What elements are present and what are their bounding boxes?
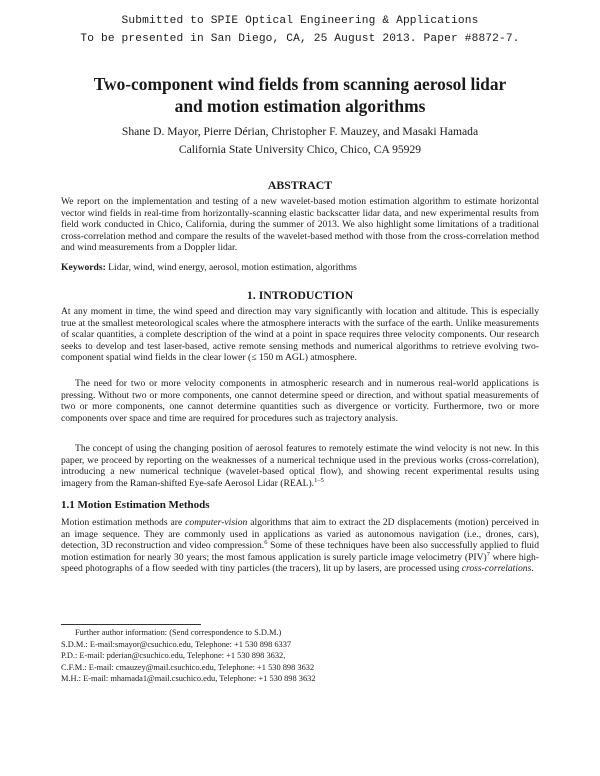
keywords-list: Lidar, wind, wind energy, aerosol, motion estimation, algorithms <box>108 262 357 273</box>
citation-7: 7 <box>486 550 490 558</box>
intro-paragraph-2: The need for two or more velocity components in atmospheric research and in numerous real-world applications is pressing. Without two or more components, one cannot determine speed or direction, and without spatial measurements of two or more components, one cannot determine quantities such as divergence or vorticity. Furthermore, two or more components over space and time are required for procedures such as trajectory analysis. <box>61 378 539 424</box>
keywords-line <box>61 262 539 274</box>
footnote-line-2: S.D.M.: E-mail:smayor@csuchico.edu, Telephone: +1 530 898 6337 <box>61 639 292 649</box>
paper-title <box>40 73 560 117</box>
motion-text-emphasis-1: computer-vision <box>185 517 248 528</box>
submission-notice <box>0 12 600 48</box>
motion-text-emphasis-2: cross-correlations <box>461 563 532 575</box>
intro-paragraph-3 <box>61 443 539 489</box>
motion-text-1: Motion estimation methods are <box>61 517 186 528</box>
footnotes <box>61 627 539 685</box>
intro-paragraph-3-text: The concept of using the changing position of aerosol features to remotely estimate the wind velocity is not new. In this paper, we proceed by reporting on the weaknesses of a numerical technique used in the previous works (cross-correlation), introducing a new numerical technique (wavelet-based optical flow), and showing recent experimental results using imagery from the Raman-shifted Eye-safe Aerosol Lidar (REAL). <box>61 443 539 489</box>
footnote-line-3: P.D.: E-mail: pderian@csuchico.edu, Telephone: +1 530 898 3632, <box>61 651 286 661</box>
footnote-line-1: Further author information: (Send correspondence to S.D.M.) <box>75 628 282 637</box>
motion-text-2: algorithms that aim to extract the 2D displacements (motion) perceived in an image sequence. They are commonly used in applications as varied as autonomous navigation (i.e., drones, cars), detection, 3D reconstruction and video compression. <box>61 517 539 552</box>
citation-6: 6 <box>264 539 268 547</box>
footnote-line-5: M.H.: E-mail: mhamada1@mail.csuchico.edu, Telephone: +1 530 898 3632 <box>61 674 316 684</box>
intro-paragraph-1: At any moment in time, the wind speed and direction may vary significantly with location and altitude. This is especially true at the smallest meteorological scales where the atmosphere interacts with the surface of the earth. Unlike measurements of scalar quantities, a complete description of the wind at a point in space requires three velocity components. Our research seeks to develop and test laser-based, active remote sensing methods and numerical algorithms to retrieve evolving two-component spatial wind fields in the clear lower (≤ 150 m AGL) atmosphere. <box>61 306 539 364</box>
motion-text-3: Some of these techniques have been also successfully applied to fluid motion estimation for nearly 30 years; the most famous application is surely particle image velocimetry (PIV) <box>61 540 540 563</box>
author-affiliation: California State University Chico, Chico, CA 95929 <box>178 143 422 156</box>
citation-1-5: 1–5 <box>314 476 324 484</box>
section-1-1-paragraph <box>61 517 539 575</box>
keywords-label: Keywords: <box>61 262 106 273</box>
author-block <box>0 123 600 159</box>
author-names: Shane D. Mayor, Pierre Dérian, Christopher F. Mauzey, and Masaki Hamada <box>121 125 479 138</box>
abstract-heading: ABSTRACT <box>267 178 333 192</box>
introduction-heading: 1. INTRODUCTION <box>246 288 354 302</box>
submission-notice-line-2: To be presented in San Diego, CA, 25 August 2013. Paper #8872-7. <box>80 33 520 45</box>
abstract-text: We report on the implementation and testing of a new wavelet-based motion estimation algorithm to estimate horizontal vector wind fields in real-time from horizontally-scanning elastic backscatter lidar data, and new experimental results from field work conducted in Chico, California, during the summer of 2013. We also highlight some limitations of a traditional cross-correlation method and compare the results of the wavelet-based method with those from the cross-correlation method and wind measurements from a Doppler lidar. <box>61 196 539 254</box>
paper-title-line-2: and motion estimation algorithms <box>174 96 426 116</box>
motion-text-4: where high-speed photographs of a flow seeded with tiny particles (the tracers), lit up by lasers, are processed using <box>61 551 539 575</box>
footnote-divider <box>61 624 201 625</box>
motion-text-5: . <box>531 563 534 575</box>
section-1-1-heading: 1.1 Motion Estimation Methods <box>61 499 210 511</box>
footnote-line-4: C.F.M.: E-mail: cmauzey@mail.csuchico.edu, Telephone: +1 530 898 3632 <box>61 662 315 672</box>
paper-title-line-1: Two-component wind fields from scanning aerosol lidar <box>93 74 507 94</box>
submission-notice-line-1: Submitted to SPIE Optical Engineering & Applications <box>121 15 479 27</box>
